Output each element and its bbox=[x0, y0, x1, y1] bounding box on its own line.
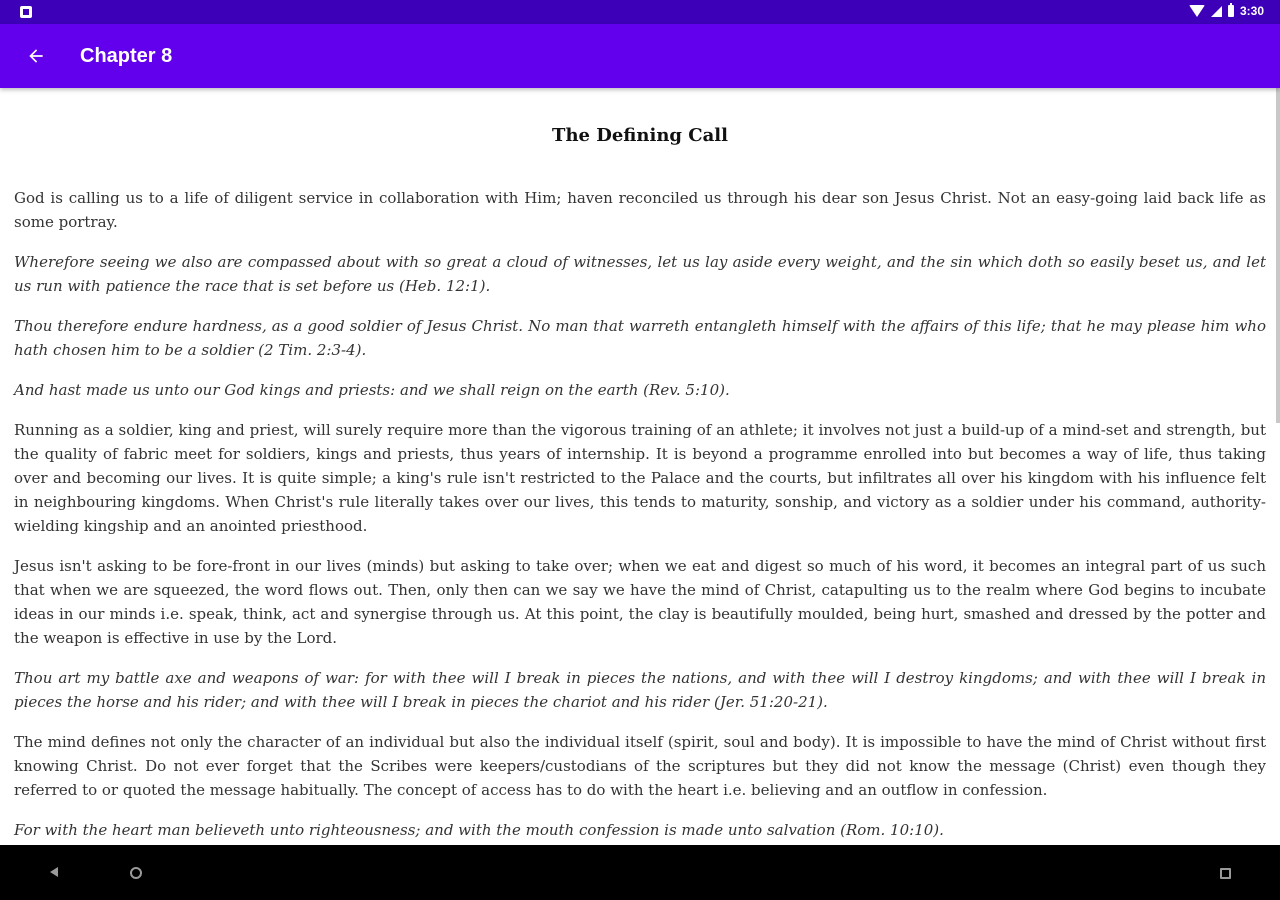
recents-nav-icon[interactable] bbox=[1220, 868, 1231, 879]
signal-icon bbox=[1211, 6, 1222, 17]
battery-icon bbox=[1228, 5, 1234, 17]
scripture-quote: Wherefore seeing we also are compassed about with so great a cloud of witnesses, let us lay aside every weight, and the sin which doth so easily beset us, and let us run with patience the race that is set before us (Heb. 12:1). bbox=[14, 253, 1266, 295]
article-paragraph: Running as a soldier, king and priest, will surely require more than the vigorous training of an athlete; it involves not just a build-up of a mind-set and strength, but the quality of fabric meet for soldiers, kings and priests, thus years of internship. It is beyond a programme enrolled into but becomes a way of life, thus taking over and becoming our lives. It is quite simple; a king's rule isn't restricted to the Palace and the courts, but infiltrates all over his kingdom with his influence felt in neighbouring kingdoms. When Christ's rule literally takes over our lives, this tends to maturity, sonship, and victory as a soldier under his command, authority-wielding kingship and an anointed priesthood. bbox=[14, 421, 1266, 535]
home-nav-icon[interactable] bbox=[130, 867, 142, 879]
system-nav-bar bbox=[0, 845, 1280, 900]
chapter-content[interactable] bbox=[0, 88, 1280, 845]
status-bar bbox=[0, 0, 1280, 24]
wifi-icon bbox=[1189, 5, 1205, 17]
app-bar bbox=[0, 24, 1280, 88]
arrow-left-icon bbox=[26, 46, 46, 66]
article bbox=[0, 124, 1280, 842]
scripture-quote: For with the heart man believeth unto righteousness; and with the mouth confession is made unto salvation (Rom. 10:10). bbox=[14, 821, 944, 839]
scrollbar[interactable] bbox=[1276, 88, 1280, 423]
notification-icon bbox=[20, 6, 32, 18]
page-title: Chapter 8 bbox=[80, 45, 173, 67]
article-paragraph: The mind defines not only the character of an individual but also the individual itself (spirit, soul and body). It is impossible to have the mind of Christ without first knowing Christ. Do not ever forget that the Scribes were keepers/custodians of the scriptures but they did not know the message (Christ) even though they referred to or quoted the message habitually. The concept of access has to do with the heart i.e. believing and an outflow in confession. bbox=[14, 733, 1266, 799]
scripture-quote: And hast made us unto our God kings and priests: and we shall reign on the earth (Rev. 5:10). bbox=[14, 381, 730, 399]
scripture-quote: Thou art my battle axe and weapons of war: for with thee will I break in pieces the nations, and with thee will I destroy kingdoms; and with thee will I break in pieces the horse and his rider; and with thee will I break in pieces the chariot and his rider (Jer. 51:20-21). bbox=[14, 669, 1266, 711]
back-nav-icon[interactable] bbox=[50, 867, 58, 877]
article-paragraph: God is calling us to a life of diligent service in collaboration with Him; haven reconciled us through his dear son Jesus Christ. Not an easy-going laid back life as some portray. bbox=[14, 189, 1266, 231]
status-icons bbox=[1189, 4, 1264, 18]
article-title: The Defining Call bbox=[552, 125, 728, 146]
article-paragraph: Jesus isn't asking to be fore-front in our lives (minds) but asking to take over; when we eat and digest so much of his word, it becomes an integral part of us such that when we are squeezed, the word flows out. Then, only then can we say we have the mind of Christ, catapulting us to the realm where God begins to incubate ideas in our minds i.e. speak, think, act and synergise through us. At this point, the clay is beautifully moulded, being hurt, smashed and dressed by the potter and the weapon is effective in use by the Lord. bbox=[14, 557, 1266, 647]
scripture-quote: Thou therefore endure hardness, as a good soldier of Jesus Christ. No man that warreth entangleth himself with the affairs of this life; that he may please him who hath chosen him to be a soldier (2 Tim. 2:3-4). bbox=[14, 317, 1266, 359]
back-button[interactable] bbox=[20, 40, 52, 72]
status-time: 3:30 bbox=[1239, 4, 1264, 18]
